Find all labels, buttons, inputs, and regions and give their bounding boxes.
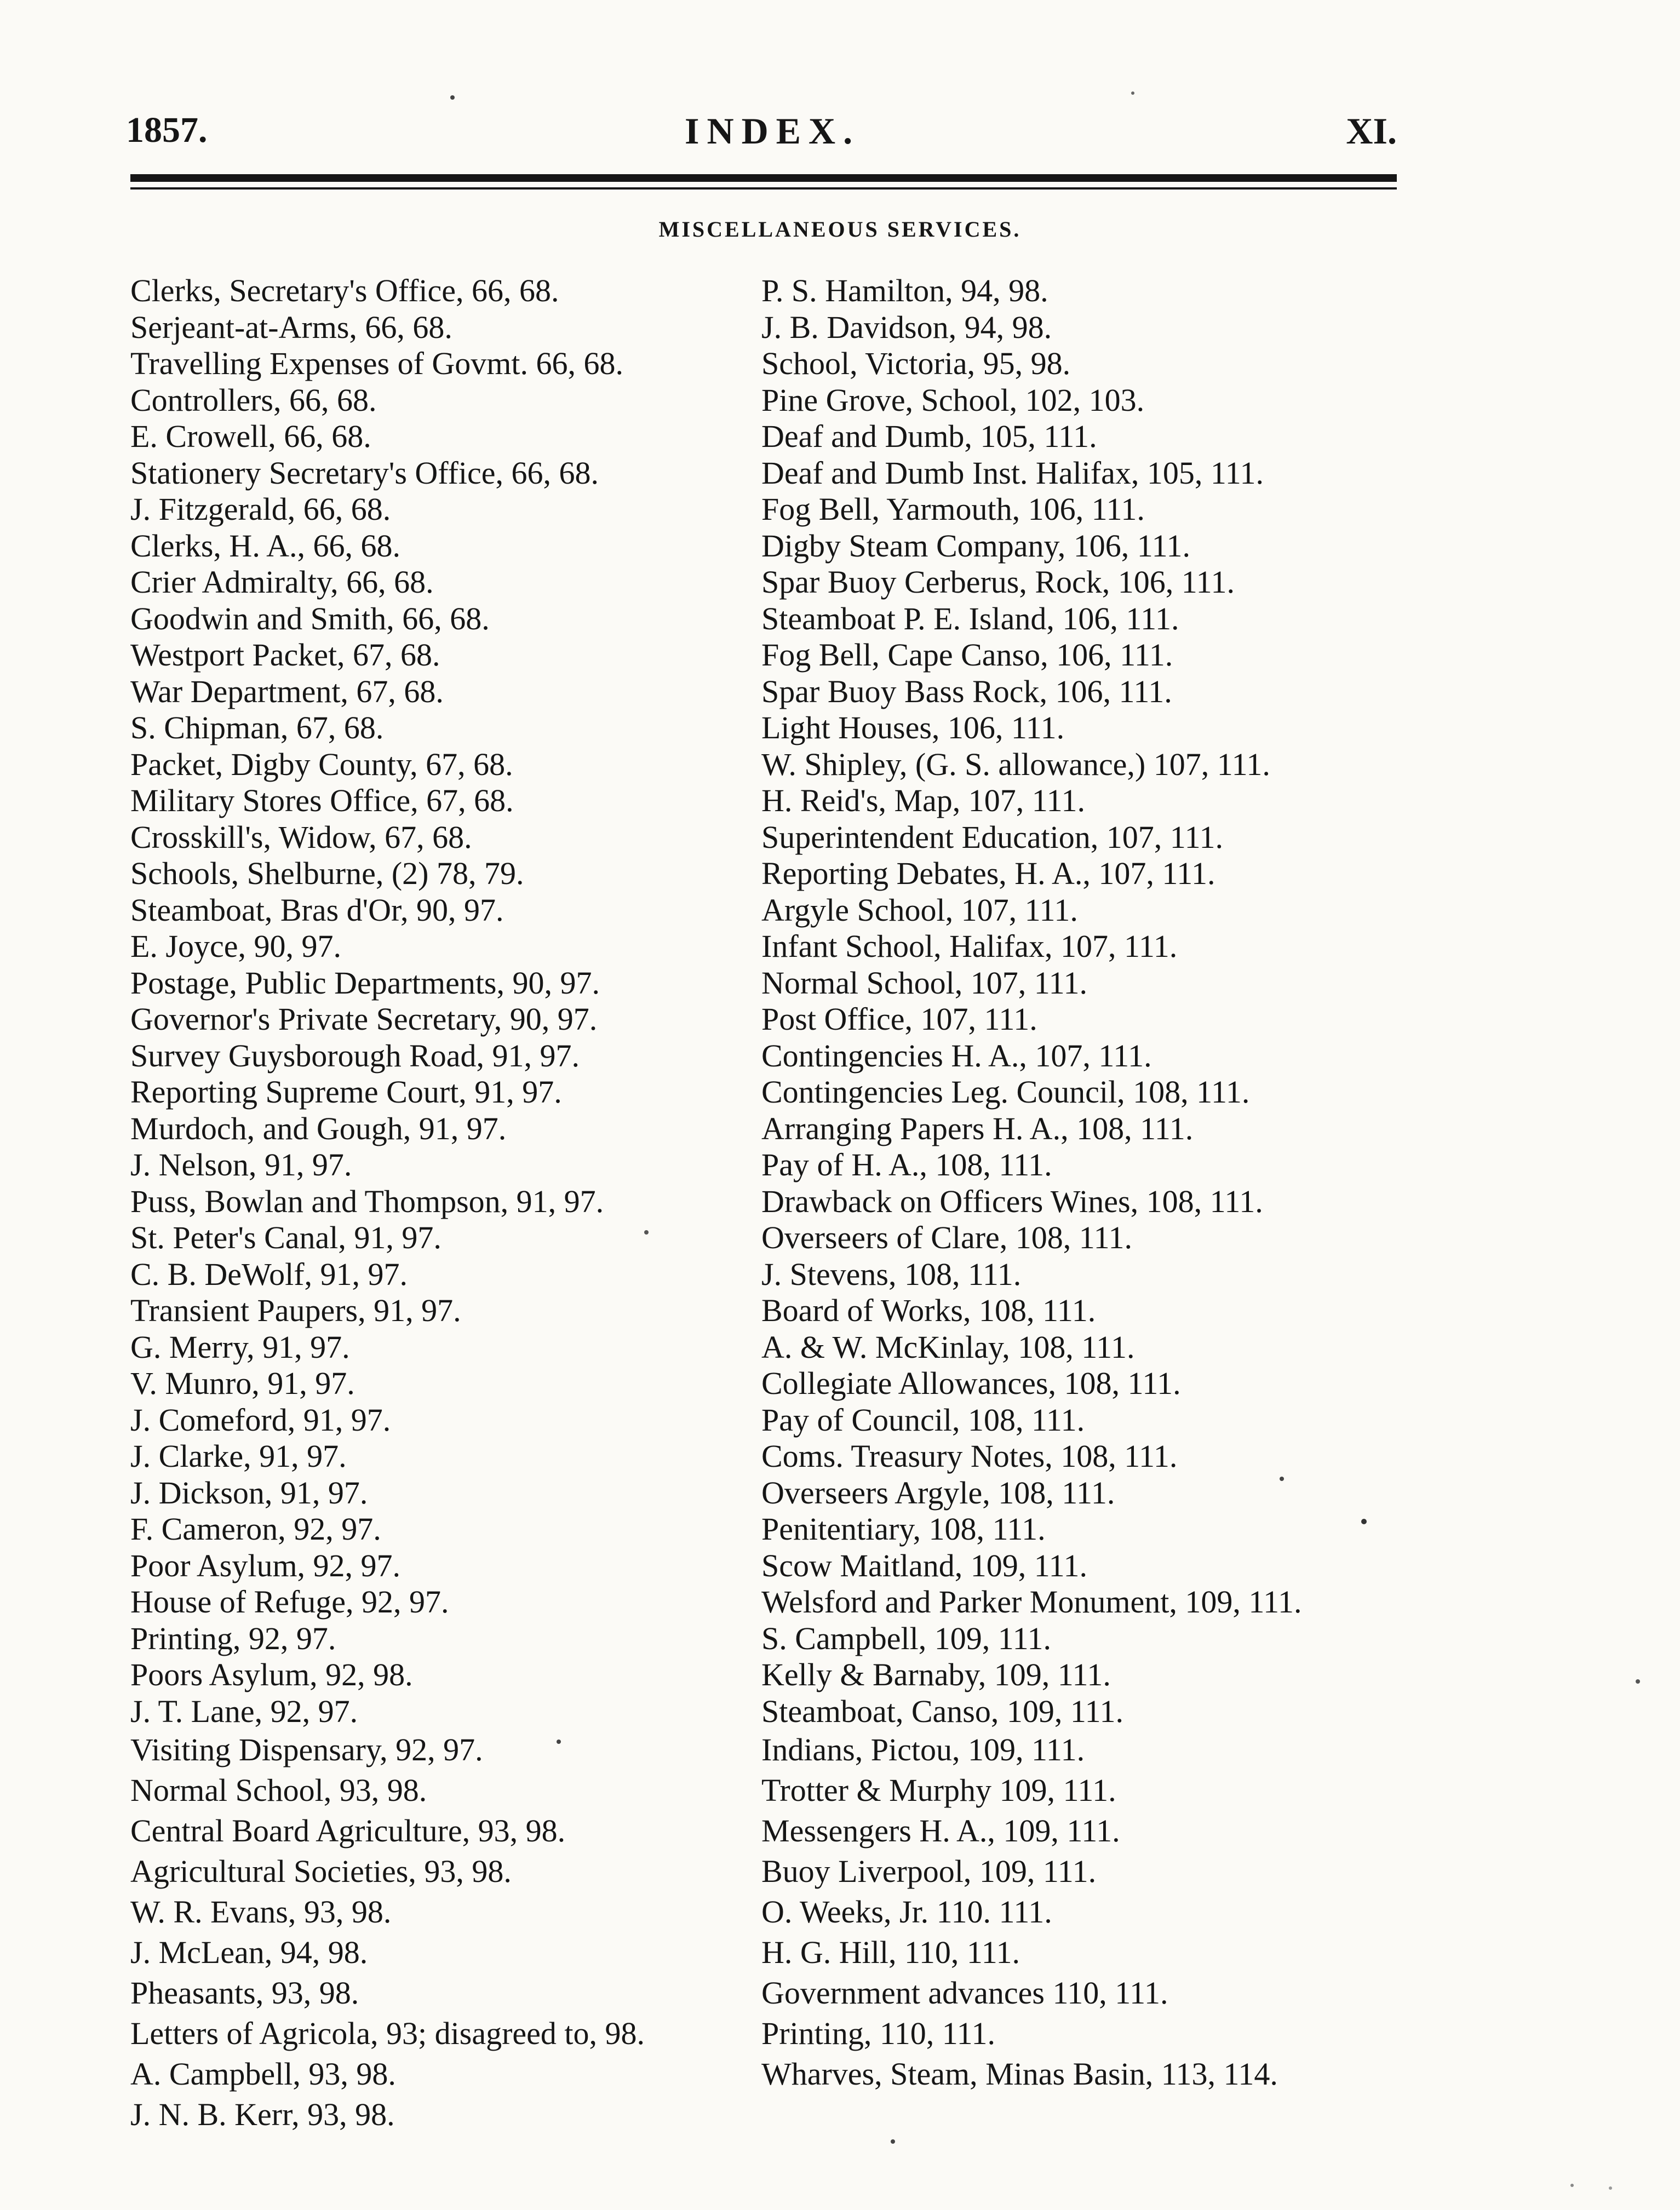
index-entry: H. Reid's, Map, 107, 111. [761,783,1085,818]
index-entry: P. S. Hamilton, 94, 98. [761,273,1048,308]
index-entry: Buoy Liverpool, 109, 111. [761,1853,1097,1889]
index-entry: J. Stevens, 108, 111. [761,1256,1022,1292]
index-entry: Transient Paupers, 91, 97. [130,1293,461,1328]
index-entry: Collegiate Allowances, 108, 111. [761,1365,1181,1401]
index-entry: Welsford and Parker Monument, 109, 111. [761,1584,1302,1620]
index-entry: War Department, 67, 68. [130,673,444,709]
index-entry: Argyle School, 107, 111. [761,892,1078,928]
page-title: INDEX. [685,110,861,152]
index-entry: A. Campbell, 93, 98. [130,2056,396,2092]
index-entry: Puss, Bowlan and Thompson, 91, 97. [130,1183,604,1219]
index-entry: Indians, Pictou, 109, 111. [761,1732,1085,1767]
index-entry: Visiting Dispensary, 92, 97. [130,1732,483,1767]
index-entry: Printing, 110, 111. [761,2016,995,2051]
index-entry: Central Board Agriculture, 93, 98. [130,1813,566,1849]
header-rule-thin [130,187,1397,190]
index-entry: Digby Steam Company, 106, 111. [761,527,1190,564]
index-entry: Contingencies Leg. Council, 108, 111. [761,1074,1250,1110]
index-entry: Military Stores Office, 67, 68. [130,783,514,818]
index-entry: C. B. DeWolf, 91, 97. [130,1256,408,1292]
header-rule-thick [130,174,1397,182]
index-entry: Poors Asylum, 92, 98. [130,1657,413,1692]
index-entry: Agricultural Societies, 93, 98. [130,1853,512,1889]
index-entry: Light Houses, 106, 111. [761,710,1065,745]
page-number: XI. [1346,110,1397,152]
index-entry: J. Clarke, 91, 97. [130,1438,347,1474]
index-entry: Post Office, 107, 111. [761,1001,1037,1037]
index-column-left [130,273,760,2135]
page-year: 1857. [126,110,208,150]
index-entry: V. Munro, 91, 97. [130,1365,355,1401]
index-entry: Poor Asylum, 92, 97. [130,1547,401,1583]
index-entry: Pay of H. A., 108, 111. [761,1147,1052,1183]
index-entry: O. Weeks, Jr. 110. 111. [761,1894,1052,1930]
index-entry: Board of Works, 108, 111. [761,1293,1096,1328]
index-entry: J. N. B. Kerr, 93, 98. [130,2097,395,2132]
index-entry: Packet, Digby County, 67, 68. [130,746,513,782]
index-entry: Infant School, Halifax, 107, 111. [761,928,1178,964]
index-entry: Postage, Public Departments, 90, 97. [130,965,600,1001]
index-entry: E. Joyce, 90, 97. [130,928,341,964]
index-entry: Trotter & Murphy 109, 111. [761,1772,1116,1808]
section-title: MISCELLANEOUS SERVICES. [658,217,1022,242]
index-entry: Printing, 92, 97. [130,1620,336,1656]
index-entry: Travelling Expenses of Govmt. 66, 68. [130,346,624,381]
index-entry: Normal School, 93, 98. [130,1772,427,1808]
index-entry: Reporting Debates, H. A., 107, 111. [761,856,1215,891]
index-entry: Normal School, 107, 111. [761,965,1087,1001]
index-entry: Governor's Private Secretary, 90, 97. [130,1001,598,1037]
index-entry: J. Nelson, 91, 97. [130,1147,352,1183]
index-entry: Contingencies H. A., 107, 111. [761,1037,1152,1074]
index-entry: Crosskill's, Widow, 67, 68. [130,819,472,855]
index-entry: Westport Packet, 67, 68. [130,637,440,673]
index-entry: J. McLean, 94, 98. [130,1935,368,1970]
index-entry: Serjeant-at-Arms, 66, 68. [130,309,452,345]
page-header [126,110,1397,159]
index-entry: Crier Admiralty, 66, 68. [130,564,434,600]
index-entry: Murdoch, and Gough, 91, 97. [130,1110,507,1146]
index-entry: Overseers Argyle, 108, 111. [761,1474,1115,1511]
index-entry: Clerks, H. A., 66, 68. [130,527,400,564]
index-entry: Pay of Council, 108, 111. [761,1402,1085,1438]
index-entry: Superintendent Education, 107, 111. [761,819,1223,855]
index-entry: Wharves, Steam, Minas Basin, 113, 114. [761,2056,1278,2092]
index-entry: J. Dickson, 91, 97. [130,1474,368,1511]
index-entry: Steamboat, Canso, 109, 111. [761,1693,1124,1729]
index-entry: Scow Maitland, 109, 111. [761,1547,1087,1583]
index-entry: H. G. Hill, 110, 111. [761,1935,1020,1970]
index-entry: Stationery Secretary's Office, 66, 68. [130,455,599,491]
index-entry: House of Refuge, 92, 97. [130,1584,449,1620]
index-entry: Steamboat, Bras d'Or, 90, 97. [130,892,504,928]
index-entry: Pine Grove, School, 102, 103. [761,382,1145,418]
index-entry: Goodwin and Smith, 66, 68. [130,600,490,636]
index-entry: Government advances 110, 111. [761,1975,1168,2011]
index-entry: School, Victoria, 95, 98. [761,346,1071,381]
index-entry: Arranging Papers H. A., 108, 111. [761,1110,1194,1146]
index-entry: Schools, Shelburne, (2) 78, 79. [130,856,524,891]
index-entry: Drawback on Officers Wines, 108, 111. [761,1183,1263,1219]
index-entry: Coms. Treasury Notes, 108, 111. [761,1438,1178,1474]
index-entry: W. R. Evans, 93, 98. [130,1894,392,1930]
index-entry: Penitentiary, 108, 111. [761,1511,1046,1547]
index-entry: F. Cameron, 92, 97. [130,1511,381,1547]
index-entry: J. B. Davidson, 94, 98. [761,309,1052,345]
index-entry: Pheasants, 93, 98. [130,1975,359,2011]
index-entry: W. Shipley, (G. S. allowance,) 107, 111. [761,746,1270,782]
index-entry: Letters of Agricola, 93; disagreed to, 98. [130,2016,645,2051]
index-column-right [761,273,1441,2094]
index-entry: Deaf and Dumb, 105, 111. [761,418,1097,454]
index-entry: Kelly & Barnaby, 109, 111. [761,1657,1111,1692]
index-entry: Spar Buoy Cerberus, Rock, 106, 111. [761,564,1235,600]
index-entry: St. Peter's Canal, 91, 97. [130,1220,441,1255]
index-entry: Fog Bell, Cape Canso, 106, 111. [761,637,1173,673]
index-entry: S. Chipman, 67, 68. [130,710,384,745]
index-entry: Survey Guysborough Road, 91, 97. [130,1037,580,1074]
index-entry: E. Crowell, 66, 68. [130,418,371,454]
index-entry: Messengers H. A., 109, 111. [761,1813,1120,1849]
index-entry: Fog Bell, Yarmouth, 106, 111. [761,491,1145,527]
index-entry: Reporting Supreme Court, 91, 97. [130,1074,562,1110]
index-entry: A. & W. McKinlay, 108, 111. [761,1329,1135,1365]
index-entry: Deaf and Dumb Inst. Halifax, 105, 111. [761,455,1264,491]
index-entry: G. Merry, 91, 97. [130,1329,350,1365]
index-entry: J. Fitzgerald, 66, 68. [130,491,391,527]
index-entry: J. T. Lane, 92, 97. [130,1693,358,1729]
index-entry: Controllers, 66, 68. [130,382,377,418]
index-entry: Steamboat P. E. Island, 106, 111. [761,600,1179,636]
index-entry: J. Comeford, 91, 97. [130,1402,391,1438]
index-entry: Clerks, Secretary's Office, 66, 68. [130,273,559,308]
index-entry: Overseers of Clare, 108, 111. [761,1220,1132,1255]
index-entry: S. Campbell, 109, 111. [761,1620,1051,1656]
index-entry: Spar Buoy Bass Rock, 106, 111. [761,673,1172,709]
